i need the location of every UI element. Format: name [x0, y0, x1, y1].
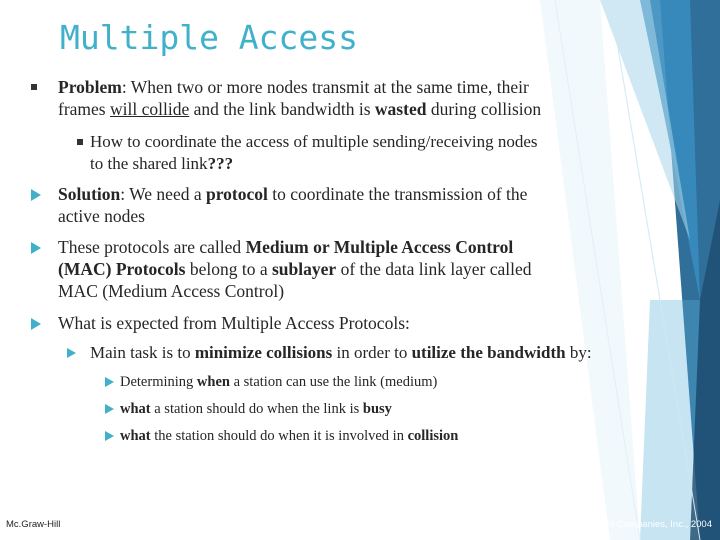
mac-sublayer: sublayer [272, 259, 337, 279]
how-question-marks: ??? [207, 154, 234, 173]
bullet-problem [58, 76, 638, 120]
square-bullet-icon [77, 139, 83, 145]
bullet-how-coordinate [90, 131, 650, 175]
facet-pale [640, 300, 700, 540]
determining-text-1b: a station can use the link (medium) [229, 374, 438, 390]
bullet-mac-protocols [58, 236, 638, 302]
problem-collide-underlined: will collide [110, 99, 190, 119]
determining-text-1: Determining [120, 374, 197, 390]
square-bullet-icon [31, 84, 37, 90]
slide-title: Multiple Access [60, 18, 359, 57]
mac-text-2b: of the data link layer called [336, 259, 532, 279]
bullet-expected [58, 312, 638, 334]
bullet-solution [58, 183, 638, 227]
bullet-determining [120, 372, 620, 392]
problem-text-2a: frames [58, 99, 110, 119]
problem-text-2b: and the link bandwidth is [189, 99, 375, 119]
triangle-bullet-icon [31, 318, 41, 330]
main-task-text-1c: by: [565, 343, 592, 362]
main-task-bold-2: utilize the bandwidth [411, 343, 566, 362]
triangle-bullet-icon [105, 431, 114, 441]
how-text-1: How to coordinate the access of multiple sending/receiving nodes [90, 132, 538, 151]
main-task-bold-1: minimize collisions [194, 343, 333, 362]
solution-text-2: active nodes [58, 206, 145, 226]
bullet-main-task [90, 342, 650, 364]
problem-lead: Problem [58, 77, 122, 97]
bullet-busy [120, 399, 620, 419]
busy-bold: busy [362, 401, 392, 417]
mac-text-2: belong to a [185, 259, 272, 279]
solution-text-1: : We need a [120, 184, 206, 204]
main-task-text-1b: in order to [332, 343, 412, 362]
solution-lead: Solution [58, 184, 121, 204]
collision-text: the station should do when it is involved in [150, 428, 408, 444]
triangle-bullet-icon [105, 404, 114, 414]
collision-what: what [120, 428, 151, 444]
problem-wasted: wasted [374, 99, 427, 119]
triangle-bullet-icon [67, 348, 76, 358]
triangle-bullet-icon [31, 189, 41, 201]
triangle-bullet-icon [31, 242, 41, 254]
busy-what: what [120, 401, 151, 417]
bullet-collision [120, 426, 620, 446]
footer-right: ©The Mc.Graw-Hill Companies, Inc., 2004 [533, 519, 712, 530]
mac-text-1: These protocols are called [58, 237, 246, 257]
collision-bold: collision [407, 428, 459, 444]
how-text-2: to the shared link [90, 154, 208, 173]
busy-text: a station should do when the link is [150, 401, 363, 417]
problem-text-2c: during collision [426, 99, 542, 119]
expected-text: What is expected from Multiple Access Protocols: [58, 313, 410, 333]
mac-text-3: MAC (Medium Access Control) [58, 281, 285, 301]
problem-text-1: : When two or more nodes transmit at the same time, their [121, 77, 529, 97]
solution-protocol: protocol [205, 184, 268, 204]
determining-when: when [196, 374, 230, 390]
mac-bold-2: (MAC) Protocols [58, 259, 186, 279]
triangle-bullet-icon [105, 377, 114, 387]
solution-text-1b: to coordinate the transmission of the [267, 184, 528, 204]
footer-left: Mc.Graw-Hill [6, 519, 61, 530]
mac-bold-1: Medium or Multiple Access Control [245, 237, 514, 257]
main-task-text-1: Main task is to [90, 343, 195, 362]
